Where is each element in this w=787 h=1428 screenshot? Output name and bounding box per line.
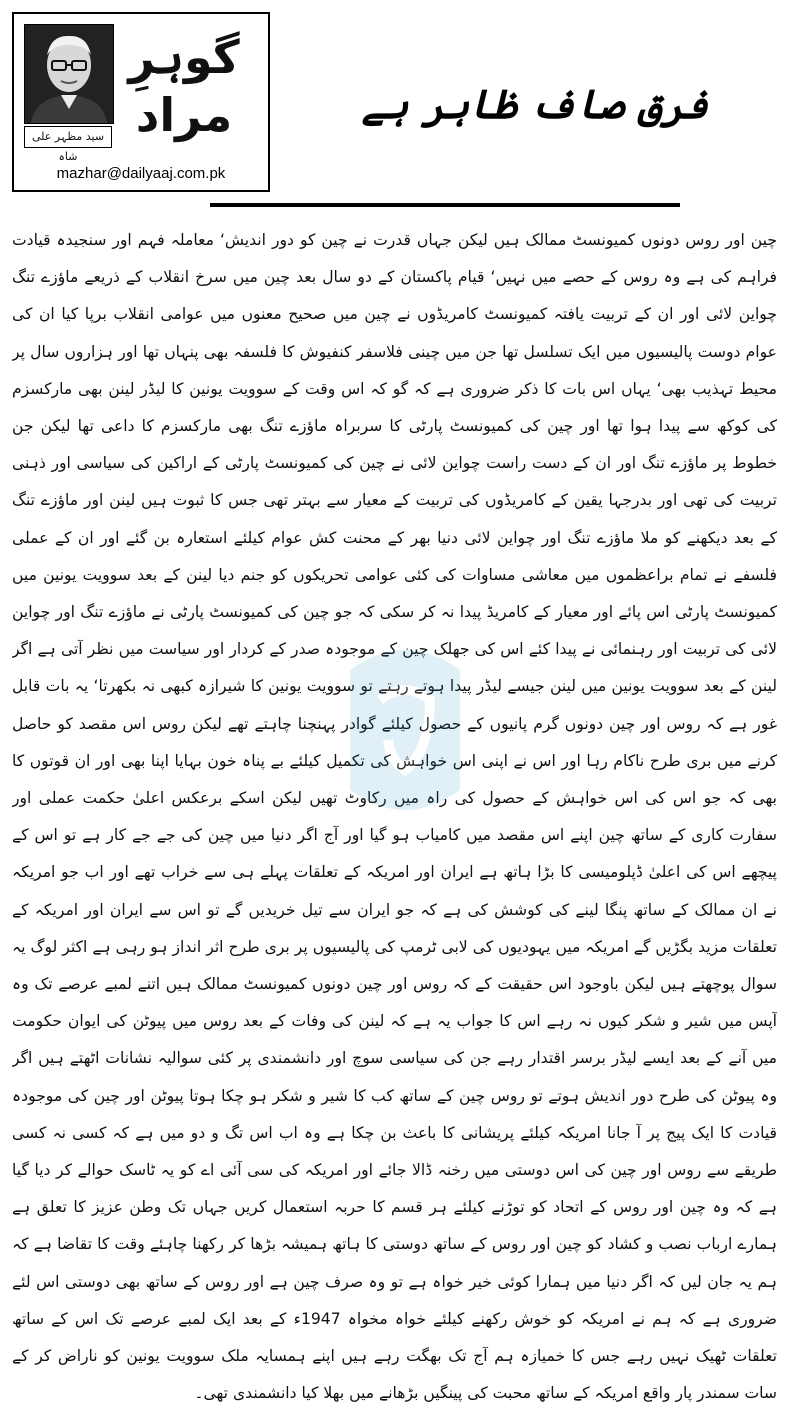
columnist-box bbox=[12, 12, 270, 192]
column-series-title: گوہرِ مراد bbox=[128, 30, 240, 142]
article-paragraph: چین اور روس دونوں کمیونسٹ ممالک ہیں لیکن جہاں قدرت نے چین کو دور اندیش‘ معاملہ فہم اور سنجیدہ قیادت فراہم کی ہے وہ روس کے حصے میں نہیں‘ قیام پاکستان کے دو سال بعد چین میں سرخ انقلاب کے ذریعے ماؤزے تنگ چواین لائی اور ان کے تربیت یافتہ کمیونسٹ کامریڈوں نے چین میں صحیح معنوں میں عوامی انقلاب برپا کیا ان کی عوام دوست پالیسیوں میں ایک تسلسل تھا جن میں چینی فلاسفر کنفیوش کا فلسفہ بھی پنہاں تھا اور ہزاروں سال پر محیط تہذیب بھی‘ یہاں اس بات کا ذکر ضروری ہے کہ گو کہ اس وقت کے سوویت یونین کا لیڈر لینن بھی مارکسزم کی کوکھ سے پیدا ہوا تھا اور چین کی کمیونسٹ پارٹی کا سربراہ ماؤزے تنگ بھی مارکسزم کا داعی تھا لیکن جن خطوط پر ماؤزے تنگ اور ان کے دست راست چواین لائی نے چین کی کمیونسٹ پارٹی کے اراکین کی سیاسی اور ذہنی تربیت کی تھی اور بدرجہا یقین کے کامریڈوں کی تربیت کے معیار سے بہتر تھی جس کا ثبوت ہیں لینن اور ماؤزے تنگ کے بعد دیکھنے کو ملا ماؤزے تنگ اور چواین لائی دنیا بھر کے محنت کش عوام کیلئے استعارہ بن گئے اور ان کے عملی فلسفے نے تمام براعظموں میں معاشی مساوات کی کئی عوامی تحریکوں کو جنم دیا لینن کے بعد سوویت یونین میں کمیونسٹ پارٹی اس پائے اور معیار کے کامریڈ پیدا نہ کر سکی کہ جو چین کی کمیونسٹ پارٹی نے ماؤزے تنگ اور چواین لائی کی تربیت اور رہنمائی نے پیدا کئے اس کی جھلک چین کے موجودہ صدر کے کردار اور سیاست میں نظر آتی ہے اگر لینن کے بعد سوویت یونین میں لینن جیسے لیڈر پیدا ہوتے رہتے تو سوویت یونین کا شیرازہ کبھی نہ بکھرتا‘ یہ بات قابل غور ہے کہ روس اور چین دونوں گرم پانیوں کے حصول کیلئے گوادر پہنچنا چاہتے تھے لیکن روس اس مقصد کو حاصل کرنے میں بری طرح ناکام رہا اور اس نے اپنی اس خواہش کی تکمیل کیلئے بے پناہ خون بہایا اپنا بھی اور ان قوتوں کا بھی کہ جو اس کی اس خواہش کے حصول کی راہ میں رکاوٹ تھیں لیکن اسکے برعکس اعلیٰ حکمت عملی اور سفارت کاری کے ساتھ چین اپنے اس مقصد میں کامیاب ہو گیا اور آج اگر دنیا میں چین کی جے جے کار ہے تو اس کے پیچھے اس کی اعلیٰ ڈپلومیسی کا بڑا ہاتھ ہے ایران اور امریکہ کے تعلقات پہلے ہی سے خراب تھے اور اب جو امریکہ نے ان ممالک کے ساتھ پنگا لینے کی کوشش کی ہے کہ جو ایران سے تیل خریدیں گے تو اس سے ایران اور امریکہ کے تعلقات مزید بگڑیں گے امریکہ میں یہودیوں کی لابی ٹرمپ کی پالیسیوں پر بری طرح اثر انداز ہو رہی ہے اکثر لوگ یہ سوال پوچھتے ہیں لیکن باوجود اس حقیقت کے کہ روس اور چین دونوں کمیونسٹ ممالک ہیں اتنے لمبے عرصے تک وہ آپس میں شیر و شکر کیوں نہ رہے اس کا جواب یہ ہے کہ لینن کی وفات کے بعد روس میں پیوٹن کی ایوان حکومت میں آنے کے بعد ایسے لیڈر برسر اقتدار رہے جن کی سیاسی سوچ اور دانشمندی پر کئی سوالیہ نشانات اٹھتے ہیں اگر وہ پیوٹن کی طرح دور اندیش ہوتے تو روس چین کے ساتھ کب کا شیر و شکر ہو چکا ہوتا پیوٹن اور چین کی موجودہ قیادت کا ایک پیج پر آ جانا امریکہ کیلئے پریشانی کا باعث بن چکا ہے وہ اب اس تگ و دو میں ہے کہ کسی نہ کسی طریقے سے روس اور چین کی اس دوستی میں رخنہ ڈالا جائے اور امریکہ کی سی آئی اے کو یہ ٹاسک حوالے کر دیا گیا ہے کہ وہ چین اور روس کے اتحاد کو توڑنے کیلئے ہر قسم کا حربہ استعمال کریں جہاں تک وطن عزیز کا تعلق ہے ہمارے ارباب نصب و کشاد کو چین اور روس کے ساتھ دوستی کا ہاتھ ہمیشہ بڑھا کر رکھنا چاہئے وقت کا تقاضا ہے کہ ہم یہ جان لیں کہ اگر دنیا میں ہمارا کوئی خیر خواہ ہے تو وہ صرف چین ہے اور روس کے ساتھ بھی دوستی اس لئے ضروری ہے کہ ہم نے امریکہ کو خوش رکھنے کیلئے خواہ مخواہ 1947ء کے بعد ایک لمبے عرصے تک اس کے ساتھ تعلقات ٹھیک نہیں رہے جس کا خمیازہ ہم آج تک بھگت رہے ہیں اپنے ہمسایہ ملک سوویت یونین کو ناراض کر کے سات سمندر پار واقع امریکہ کے ساتھ محبت کی پینگیں بڑھانے میں بھلا کیا دانشمندی تھی۔ bbox=[12, 231, 777, 1403]
article-headline: فرق صاف ظاہر ہے bbox=[361, 82, 709, 128]
article-header bbox=[0, 0, 787, 200]
author-email[interactable]: mazhar@dailyaaj.com.pk bbox=[56, 165, 226, 182]
headline-divider bbox=[210, 203, 680, 207]
author-photo bbox=[24, 24, 114, 124]
article-body bbox=[12, 222, 777, 1418]
author-name: سید مظہر علی شاہ bbox=[24, 126, 112, 148]
